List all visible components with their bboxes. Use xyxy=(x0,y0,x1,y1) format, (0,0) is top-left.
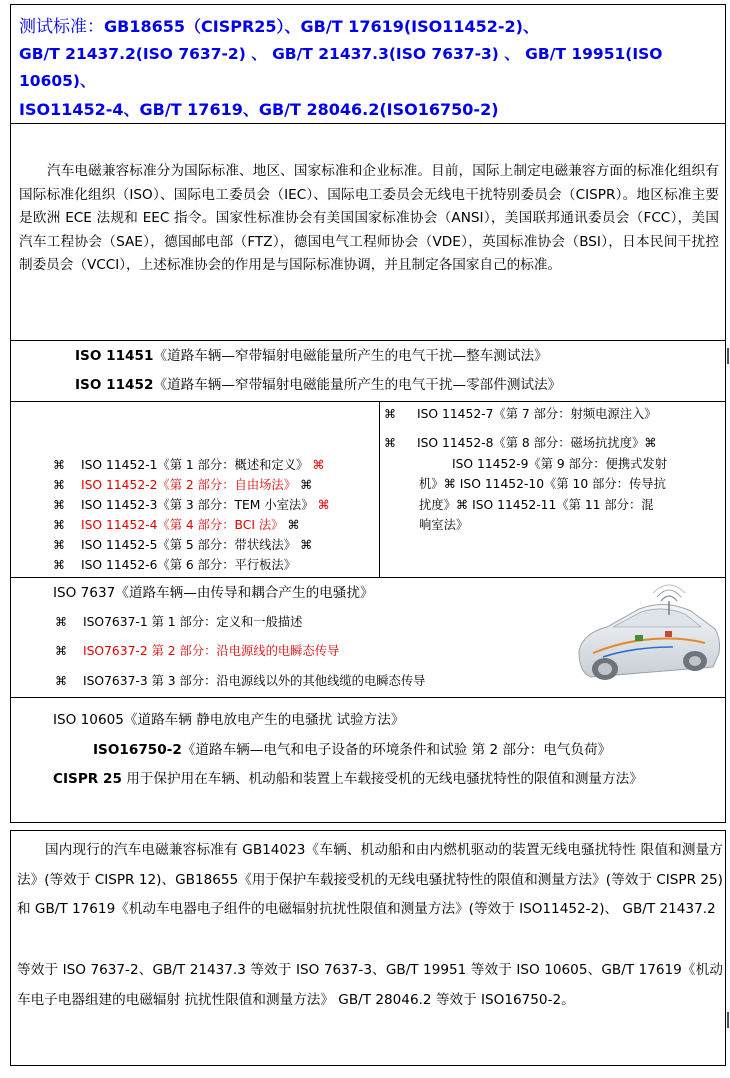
bullet-icon: ⌘ xyxy=(55,674,67,688)
bullet-icon: ⌘ xyxy=(299,478,313,492)
header-line1-standards: GB18655（CISPR25）、GB/T 17619(ISO11452-2)、 xyxy=(104,17,539,36)
header-line-3: 10605)、 xyxy=(19,72,96,90)
iso11451-line xyxy=(75,344,548,364)
part-item-5 xyxy=(53,535,330,555)
part-item-8 xyxy=(384,433,657,451)
header-box xyxy=(10,4,726,124)
iso7637-item-2-text: ISO7637-2 第 2 部分：沿电源线的电瞬态传导 xyxy=(83,644,340,658)
iso16750-title: 《道路车辆—电气和电子设备的环境条件和试验 第 2 部分：电气负荷》 xyxy=(181,742,612,758)
margin-mark xyxy=(727,348,729,364)
iso11452-code: ISO 11452 xyxy=(75,377,154,393)
iso7637-box xyxy=(10,577,726,698)
part-item-6-text: ISO 11452-6《第 6 部分：平行板法》 xyxy=(81,558,297,572)
domestic-paragraph-1: 国内现行的汽车电磁兼容标准有 GB14023《车辆、机动船和由内燃机驱动的装置无线电骚扰特性 限值和测量方法》(等效于 CISPR 12)、GB18655《用于保护车载接受机的无线电骚扰特性的限值和测量方法》(等效于 CISPR 25) 和 GB/T 17619《机动车电器电子组件的电磁辐射抗扰性限值和测量方法》(等效于 ISO11452-2)、 GB/T 21437.2 xyxy=(17,842,723,917)
bullet-icon: ⌘ xyxy=(53,538,65,552)
domestic-paragraph-2: 等效于 ISO 7637-2、GB/T 21437.3 等效于 ISO 7637-3、GB/T 19951 等效于 ISO 10605、GB/T 17619《机动车电子电器组建的电磁辐射 抗扰性限值和测量方法》 GB/T 28046.2 等效于 ISO16750-2。 xyxy=(17,962,723,1008)
bullet-icon: ⌘ xyxy=(287,518,300,532)
header-line-2: GB/T 21437.2(ISO 7637-2) 、 GB/T 21437.3(ISO 7637-3) 、 GB/T 19951(ISO xyxy=(19,45,663,63)
iso7637-item-1-text: ISO7637-1 第 1 部分：定义和一般描述 xyxy=(83,615,303,629)
iso10605-line: ISO 10605《道路车辆 静电放电产生的电骚扰 试验方法》 xyxy=(53,712,405,728)
iso11451-title: 《道路车辆—窄带辐射电磁能量所产生的电气干扰—整车测试法》 xyxy=(153,348,548,364)
header-line-4: ISO11452-4、GB/T 17619、GB/T 28046.2(ISO16750-2) xyxy=(19,100,499,119)
cispr25-paragraph xyxy=(17,768,723,791)
part-item-7 xyxy=(384,404,657,422)
part-item-10-cont: 扰度》⌘ ISO 11452-11《第 11 部分：混 xyxy=(419,498,654,512)
domestic-standards-box xyxy=(10,830,726,1066)
parts-divider xyxy=(379,402,380,577)
part-item-2 xyxy=(53,475,330,495)
iso11452-line xyxy=(75,373,561,393)
iso11452-title: 《道路车辆—窄带辐射电磁能量所产生的电气干扰—零部件测试法》 xyxy=(153,377,562,393)
bullet-icon: ⌘ xyxy=(317,498,330,512)
bullet-icon: ⌘ xyxy=(55,644,67,658)
iso16750-line xyxy=(93,738,611,758)
part-item-4 xyxy=(53,515,330,535)
part-item-9: ISO 11452-9《第 9 部分：便携式发射 xyxy=(452,457,668,471)
part-item-3-text: ISO 11452-3《第 3 部分：TEM 小室法》 xyxy=(81,498,314,512)
bullet-icon: ⌘ xyxy=(53,458,65,472)
header-label: 测试标准： xyxy=(19,17,104,37)
margin-mark xyxy=(727,1012,729,1028)
bullet-icon: ⌘ xyxy=(53,518,65,532)
bullet-icon: ⌘ xyxy=(55,615,67,629)
bullet-icon: ⌘ xyxy=(53,478,65,492)
iso7637-item-1 xyxy=(55,612,302,630)
cispr25-code: CISPR 25 xyxy=(53,771,122,787)
intro-box xyxy=(10,123,726,341)
car-emc-illustration xyxy=(573,581,723,693)
iso11451-code: ISO 11451 xyxy=(75,348,154,364)
intro-paragraph: 汽车电磁兼容标准分为国际标准、地区、国家标准和企业标准。目前，国际上制定电磁兼容方面的标准化组织有国际标准化组织（ISO）、国际电工委员会（IEC）、国际电工委员会无线电干扰特别委员会（CISPR）。地区标准主要是欧洲 ECE 法规和 EEC 指令。国家性标准协会有美国国家标准协会（ANSI），美国联邦通讯委员会（FCC），美国汽车工程协会（SAE），德国邮电部（FTZ），德国电气工程师协会（VDE），英国标准协会（BSI），日本民间干扰控制委员会（VCCI），上述标准协会的作用是与国际标准协调，并且制定各国家自己的标准。 xyxy=(19,163,719,273)
iso16750-code: ISO16750-2 xyxy=(93,742,182,758)
part-item-9-cont: 机》⌘ ISO 11452-10《第 10 部分：传导抗 xyxy=(419,477,666,491)
parts-left-column xyxy=(53,455,330,575)
iso7637-item-3-text: ISO7637-3 第 3 部分：沿电源线以外的其他线缆的电瞬态传导 xyxy=(83,674,426,688)
header-line-1 xyxy=(19,12,539,37)
bullet-icon: ⌘ xyxy=(312,458,325,472)
part-item-8-text: ISO 11452-8《第 8 部分：磁场抗扰度》⌘ xyxy=(417,436,657,450)
part-item-11-cont: 响室法》 xyxy=(419,518,469,532)
iso7637-title: ISO 7637《道路车辆—由传导和耦合产生的电骚扰》 xyxy=(53,585,374,601)
other-standards-box xyxy=(10,697,726,823)
bullet-icon: ⌘ xyxy=(299,538,313,552)
part-item-5-text: ISO 11452-5《第 5 部分：带状线法》 xyxy=(81,538,297,552)
cispr25-text: 用于保护用在车辆、机动船和装置上车载接受机的无线电骚扰特性的限值和测量方法》 xyxy=(126,771,643,787)
bullet-icon: ⌘ xyxy=(384,407,396,421)
iso11451-box xyxy=(10,340,726,402)
part-item-4-text: ISO 11452-4《第 4 部分：BCI 法》 xyxy=(81,518,284,532)
bullet-icon: ⌘ xyxy=(384,436,396,450)
part-item-1 xyxy=(53,455,330,475)
part-item-1-text: ISO 11452-1《第 1 部分：概述和定义》 xyxy=(81,458,309,472)
part-item-7-text: ISO 11452-7《第 7 部分：射频电源注入》 xyxy=(417,407,657,421)
iso7637-item-3 xyxy=(55,671,425,689)
bullet-icon: ⌘ xyxy=(53,558,65,572)
part-item-3 xyxy=(53,495,330,515)
iso7637-item-2 xyxy=(55,641,339,659)
part-item-2-text: ISO 11452-2《第 2 部分：自由场法》 xyxy=(81,478,297,492)
parts-box xyxy=(10,401,726,578)
part-item-6 xyxy=(53,555,330,575)
bullet-icon: ⌘ xyxy=(53,498,65,512)
